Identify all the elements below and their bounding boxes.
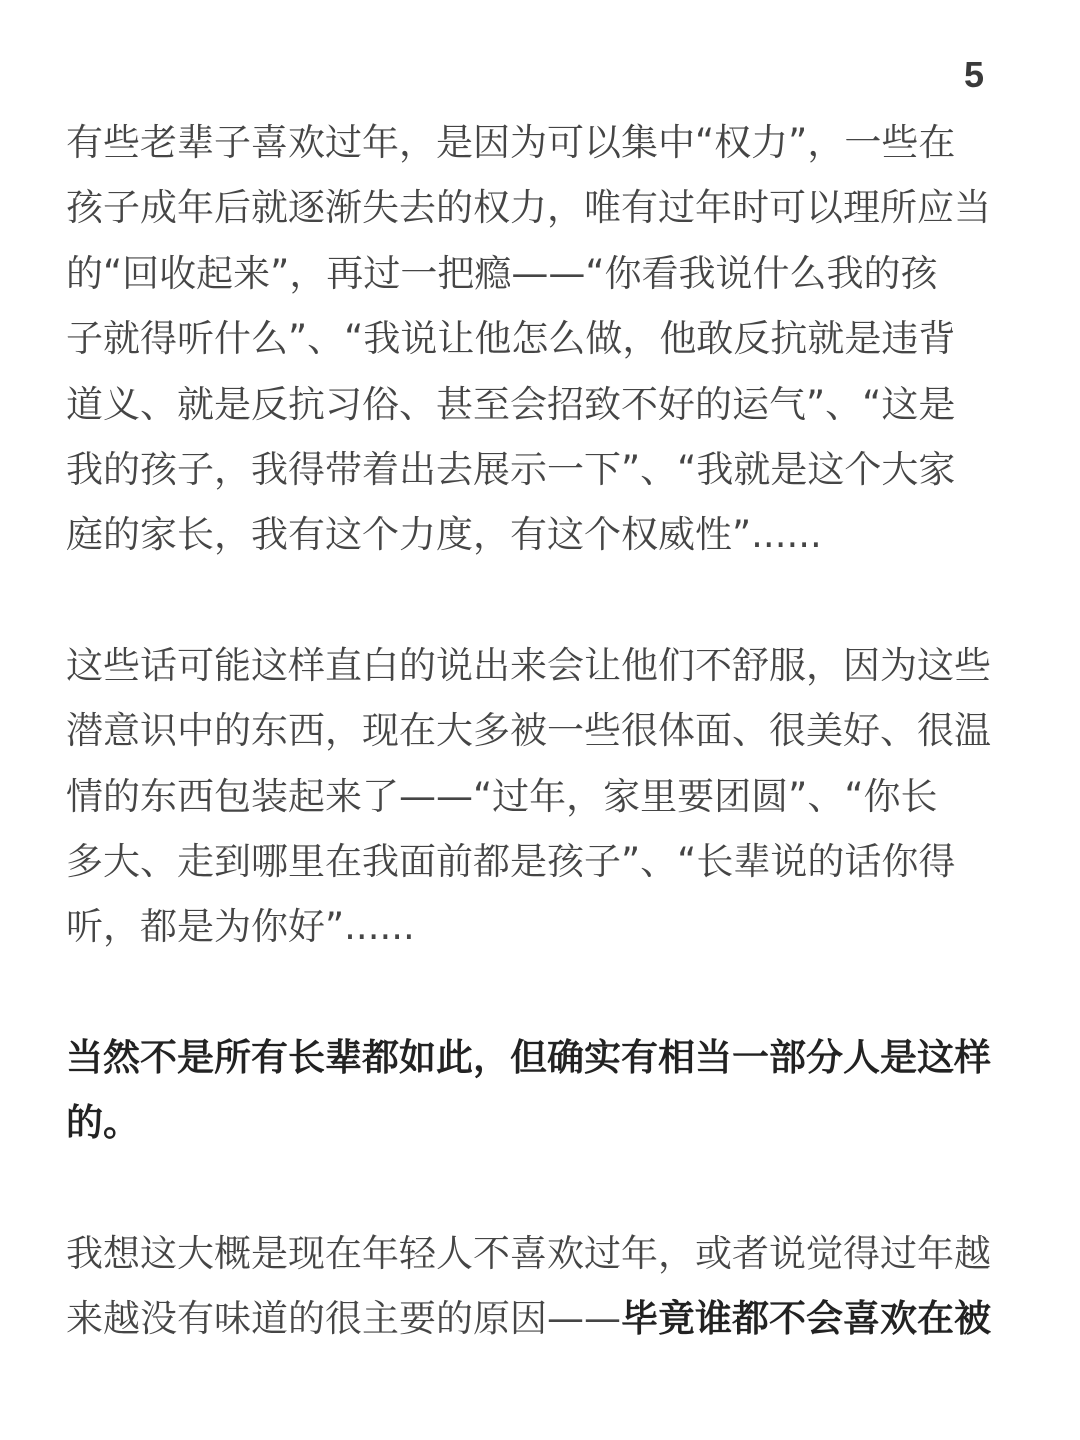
text-line: 听，都是为你好”......: [66, 905, 415, 949]
text-line: 有些老辈子喜欢过年，是因为可以集中“权力”，一些在: [66, 121, 956, 164]
paragraph-gap: [66, 1156, 1010, 1221]
paragraph-2: [66, 633, 1010, 960]
text-line: 的。: [66, 1101, 140, 1145]
text-line: 子就得听什么”、“我说让他怎么做，他敢反抗就是违背: [66, 317, 956, 361]
text-line: 庭的家长，我有这个力度，有这个权威性”......: [66, 513, 822, 557]
text-line: 我想这大概是现在年轻人不喜欢过年，或者说觉得过年越: [66, 1231, 991, 1275]
paragraph-gap: [66, 568, 1010, 633]
text-line: 来越没有味道的很主要的原因——: [66, 1297, 621, 1341]
text-line: 潜意识中的东西，现在大多被一些很体面、很美好、很温: [66, 709, 991, 753]
text-line: 我的孩子，我得带着出去展示一下”、“我就是这个大家: [66, 448, 956, 492]
paragraph-3-emphasis: [66, 1025, 1010, 1156]
paragraph-gap: [66, 960, 1010, 1025]
text-line: 情的东西包装起来了——“过年，家里要团圆”、“你长: [66, 774, 938, 818]
paragraph-4: [66, 1221, 1010, 1352]
text-line: 的“回收起来”，再过一把瘾——“你看我说什么我的孩: [66, 251, 938, 295]
text-line: 多大、走到哪里在我面前都是孩子”、“长辈说的话你得: [66, 840, 956, 884]
emphasis-text: 毕竟谁都不会喜欢在被: [621, 1297, 991, 1341]
text-line: 道义、就是反抗习俗、甚至会招致不好的运气”、“这是: [66, 382, 956, 426]
text-line: 这些话可能这样直白的说出来会让他们不舒服，因为这些: [66, 643, 991, 687]
text-line: 当然不是所有长辈都如此，但确实有相当一部分人是这样: [66, 1035, 991, 1079]
text-line: 孩子成年后就逐渐失去的权力，唯有过年时可以理所应当: [66, 186, 991, 230]
article-body: [66, 110, 1010, 1352]
paragraph-1: [66, 110, 1010, 568]
page-number: 5: [963, 54, 984, 95]
